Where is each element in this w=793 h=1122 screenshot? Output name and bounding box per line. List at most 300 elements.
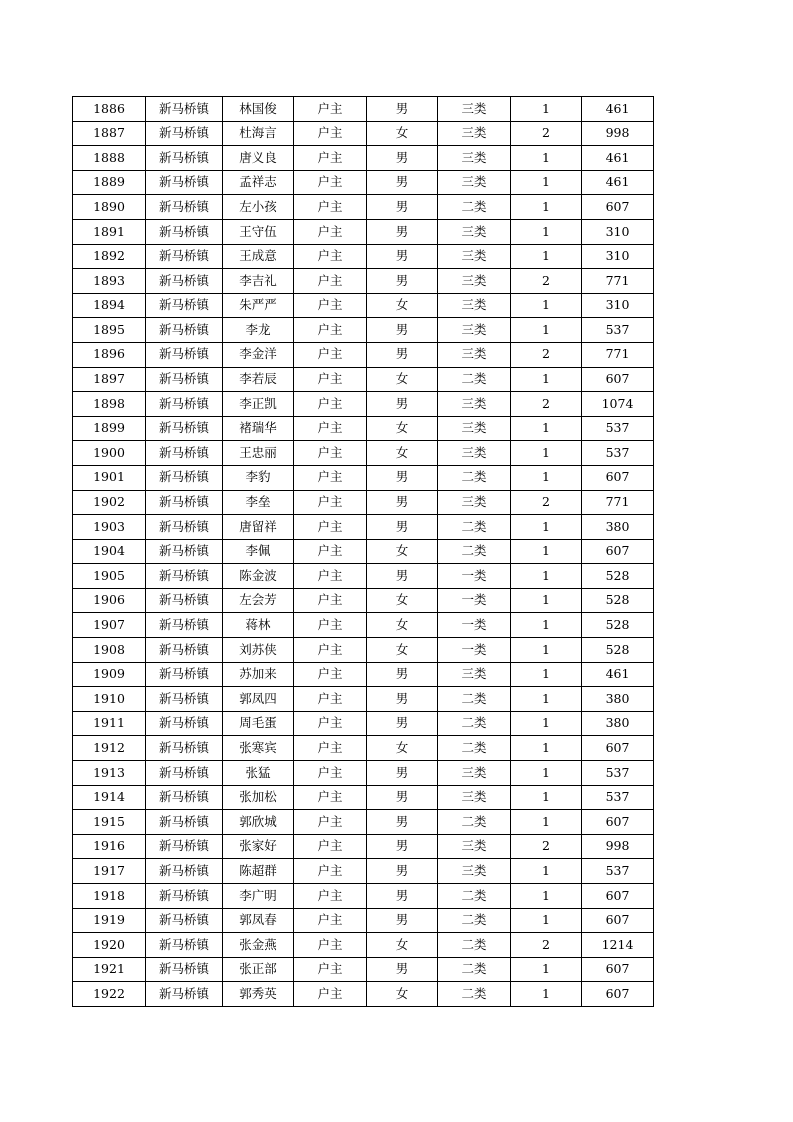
town-cell: 新马桥镇 — [146, 884, 223, 909]
row-id-cell: 1901 — [73, 465, 146, 490]
gender-cell: 女 — [367, 613, 438, 638]
row-id-cell: 1915 — [73, 810, 146, 835]
gender-cell: 女 — [367, 736, 438, 761]
town-cell: 新马桥镇 — [146, 121, 223, 146]
gender-cell: 男 — [367, 342, 438, 367]
person-count-cell: 1 — [511, 416, 582, 441]
category-cell: 一类 — [438, 564, 511, 589]
row-id-cell: 1903 — [73, 515, 146, 540]
town-cell: 新马桥镇 — [146, 662, 223, 687]
person-count-cell: 2 — [511, 269, 582, 294]
table-row — [73, 539, 654, 564]
relation-cell: 户主 — [294, 638, 367, 663]
table-row — [73, 982, 654, 1007]
name-cell: 李豹 — [223, 465, 294, 490]
town-cell: 新马桥镇 — [146, 392, 223, 417]
category-cell: 三类 — [438, 662, 511, 687]
person-count-cell: 1 — [511, 564, 582, 589]
town-cell: 新马桥镇 — [146, 170, 223, 195]
amount-cell: 461 — [582, 146, 654, 171]
relation-cell: 户主 — [294, 195, 367, 220]
name-cell: 杜海言 — [223, 121, 294, 146]
category-cell: 二类 — [438, 982, 511, 1007]
name-cell: 张金燕 — [223, 933, 294, 958]
table-row — [73, 687, 654, 712]
category-cell: 二类 — [438, 367, 511, 392]
gender-cell: 男 — [367, 687, 438, 712]
category-cell: 二类 — [438, 711, 511, 736]
table-row — [73, 761, 654, 786]
person-count-cell: 1 — [511, 465, 582, 490]
row-id-cell: 1887 — [73, 121, 146, 146]
row-id-cell: 1922 — [73, 982, 146, 1007]
gender-cell: 男 — [367, 761, 438, 786]
name-cell: 李龙 — [223, 318, 294, 343]
table-row — [73, 392, 654, 417]
name-cell: 左小孩 — [223, 195, 294, 220]
row-id-cell: 1911 — [73, 711, 146, 736]
gender-cell: 男 — [367, 859, 438, 884]
category-cell: 二类 — [438, 736, 511, 761]
amount-cell: 380 — [582, 711, 654, 736]
gender-cell: 女 — [367, 441, 438, 466]
gender-cell: 男 — [367, 195, 438, 220]
name-cell: 孟祥志 — [223, 170, 294, 195]
category-cell: 三类 — [438, 269, 511, 294]
name-cell: 李广明 — [223, 884, 294, 909]
town-cell: 新马桥镇 — [146, 97, 223, 122]
town-cell: 新马桥镇 — [146, 957, 223, 982]
town-cell: 新马桥镇 — [146, 588, 223, 613]
row-id-cell: 1921 — [73, 957, 146, 982]
amount-cell: 380 — [582, 515, 654, 540]
town-cell: 新马桥镇 — [146, 465, 223, 490]
relation-cell: 户主 — [294, 441, 367, 466]
category-cell: 二类 — [438, 884, 511, 909]
name-cell: 李正凯 — [223, 392, 294, 417]
table-row — [73, 293, 654, 318]
town-cell: 新马桥镇 — [146, 785, 223, 810]
relation-cell: 户主 — [294, 711, 367, 736]
gender-cell: 男 — [367, 785, 438, 810]
amount-cell: 607 — [582, 367, 654, 392]
relation-cell: 户主 — [294, 97, 367, 122]
amount-cell: 771 — [582, 269, 654, 294]
relation-cell: 户主 — [294, 884, 367, 909]
person-count-cell: 1 — [511, 97, 582, 122]
category-cell: 三类 — [438, 318, 511, 343]
person-count-cell: 1 — [511, 441, 582, 466]
amount-cell: 310 — [582, 244, 654, 269]
row-id-cell: 1919 — [73, 908, 146, 933]
name-cell: 蒋林 — [223, 613, 294, 638]
table-row — [73, 367, 654, 392]
category-cell: 三类 — [438, 97, 511, 122]
relation-cell: 户主 — [294, 416, 367, 441]
name-cell: 唐义良 — [223, 146, 294, 171]
row-id-cell: 1886 — [73, 97, 146, 122]
row-id-cell: 1909 — [73, 662, 146, 687]
row-id-cell: 1902 — [73, 490, 146, 515]
category-cell: 一类 — [438, 638, 511, 663]
relation-cell: 户主 — [294, 564, 367, 589]
table-row — [73, 441, 654, 466]
row-id-cell: 1891 — [73, 219, 146, 244]
table-row — [73, 638, 654, 663]
row-id-cell: 1905 — [73, 564, 146, 589]
row-id-cell: 1916 — [73, 834, 146, 859]
amount-cell: 310 — [582, 293, 654, 318]
table-row — [73, 588, 654, 613]
town-cell: 新马桥镇 — [146, 908, 223, 933]
gender-cell: 男 — [367, 490, 438, 515]
town-cell: 新马桥镇 — [146, 711, 223, 736]
gender-cell: 男 — [367, 884, 438, 909]
name-cell: 李金洋 — [223, 342, 294, 367]
name-cell: 刘苏侠 — [223, 638, 294, 663]
amount-cell: 537 — [582, 441, 654, 466]
category-cell: 三类 — [438, 219, 511, 244]
town-cell: 新马桥镇 — [146, 810, 223, 835]
person-count-cell: 1 — [511, 219, 582, 244]
relation-cell: 户主 — [294, 588, 367, 613]
category-cell: 三类 — [438, 392, 511, 417]
name-cell: 张寒宾 — [223, 736, 294, 761]
gender-cell: 女 — [367, 933, 438, 958]
person-count-cell: 1 — [511, 810, 582, 835]
relation-cell: 户主 — [294, 957, 367, 982]
row-id-cell: 1892 — [73, 244, 146, 269]
town-cell: 新马桥镇 — [146, 416, 223, 441]
row-id-cell: 1893 — [73, 269, 146, 294]
name-cell: 王成意 — [223, 244, 294, 269]
amount-cell: 528 — [582, 613, 654, 638]
gender-cell: 男 — [367, 515, 438, 540]
table-row — [73, 908, 654, 933]
table-row — [73, 219, 654, 244]
person-count-cell: 1 — [511, 367, 582, 392]
relation-cell: 户主 — [294, 515, 367, 540]
town-cell: 新马桥镇 — [146, 318, 223, 343]
table-row — [73, 564, 654, 589]
category-cell: 一类 — [438, 588, 511, 613]
gender-cell: 男 — [367, 465, 438, 490]
person-count-cell: 1 — [511, 761, 582, 786]
relation-cell: 户主 — [294, 834, 367, 859]
name-cell: 郭凤四 — [223, 687, 294, 712]
category-cell: 三类 — [438, 834, 511, 859]
person-count-cell: 1 — [511, 588, 582, 613]
table-row — [73, 269, 654, 294]
amount-cell: 310 — [582, 219, 654, 244]
amount-cell: 771 — [582, 490, 654, 515]
table-row — [73, 662, 654, 687]
amount-cell: 537 — [582, 785, 654, 810]
category-cell: 二类 — [438, 957, 511, 982]
town-cell: 新马桥镇 — [146, 441, 223, 466]
gender-cell: 男 — [367, 957, 438, 982]
person-count-cell: 2 — [511, 342, 582, 367]
person-count-cell: 1 — [511, 638, 582, 663]
amount-cell: 607 — [582, 884, 654, 909]
person-count-cell: 1 — [511, 515, 582, 540]
person-count-cell: 1 — [511, 539, 582, 564]
relation-cell: 户主 — [294, 146, 367, 171]
town-cell: 新马桥镇 — [146, 859, 223, 884]
amount-cell: 607 — [582, 736, 654, 761]
gender-cell: 女 — [367, 638, 438, 663]
name-cell: 苏加来 — [223, 662, 294, 687]
table-row — [73, 515, 654, 540]
town-cell: 新马桥镇 — [146, 539, 223, 564]
town-cell: 新马桥镇 — [146, 269, 223, 294]
name-cell: 褚瑞华 — [223, 416, 294, 441]
relation-cell: 户主 — [294, 490, 367, 515]
town-cell: 新马桥镇 — [146, 933, 223, 958]
person-count-cell: 1 — [511, 711, 582, 736]
relation-cell: 户主 — [294, 318, 367, 343]
person-count-cell: 1 — [511, 982, 582, 1007]
relation-cell: 户主 — [294, 810, 367, 835]
amount-cell: 1214 — [582, 933, 654, 958]
town-cell: 新马桥镇 — [146, 982, 223, 1007]
row-id-cell: 1895 — [73, 318, 146, 343]
row-id-cell: 1898 — [73, 392, 146, 417]
category-cell: 二类 — [438, 908, 511, 933]
person-count-cell: 1 — [511, 908, 582, 933]
person-count-cell: 1 — [511, 146, 582, 171]
table-row — [73, 957, 654, 982]
relation-cell: 户主 — [294, 613, 367, 638]
table-row — [73, 195, 654, 220]
data-table — [72, 96, 654, 1007]
amount-cell: 1074 — [582, 392, 654, 417]
row-id-cell: 1900 — [73, 441, 146, 466]
town-cell: 新马桥镇 — [146, 564, 223, 589]
table-body — [73, 97, 654, 1007]
town-cell: 新马桥镇 — [146, 736, 223, 761]
table-row — [73, 244, 654, 269]
person-count-cell: 1 — [511, 785, 582, 810]
town-cell: 新马桥镇 — [146, 195, 223, 220]
relation-cell: 户主 — [294, 982, 367, 1007]
relation-cell: 户主 — [294, 342, 367, 367]
amount-cell: 998 — [582, 834, 654, 859]
table-row — [73, 490, 654, 515]
row-id-cell: 1908 — [73, 638, 146, 663]
gender-cell: 男 — [367, 318, 438, 343]
category-cell: 一类 — [438, 613, 511, 638]
person-count-cell: 1 — [511, 687, 582, 712]
name-cell: 张猛 — [223, 761, 294, 786]
relation-cell: 户主 — [294, 121, 367, 146]
table-row — [73, 146, 654, 171]
category-cell: 三类 — [438, 293, 511, 318]
town-cell: 新马桥镇 — [146, 834, 223, 859]
table-row — [73, 859, 654, 884]
relation-cell: 户主 — [294, 859, 367, 884]
relation-cell: 户主 — [294, 761, 367, 786]
row-id-cell: 1894 — [73, 293, 146, 318]
table-row — [73, 711, 654, 736]
relation-cell: 户主 — [294, 933, 367, 958]
name-cell: 王忠丽 — [223, 441, 294, 466]
amount-cell: 607 — [582, 539, 654, 564]
person-count-cell: 1 — [511, 195, 582, 220]
town-cell: 新马桥镇 — [146, 490, 223, 515]
table-row — [73, 613, 654, 638]
table-row — [73, 97, 654, 122]
amount-cell: 607 — [582, 908, 654, 933]
name-cell: 郭凤春 — [223, 908, 294, 933]
town-cell: 新马桥镇 — [146, 638, 223, 663]
row-id-cell: 1897 — [73, 367, 146, 392]
row-id-cell: 1912 — [73, 736, 146, 761]
gender-cell: 男 — [367, 170, 438, 195]
name-cell: 张家好 — [223, 834, 294, 859]
category-cell: 二类 — [438, 515, 511, 540]
gender-cell: 男 — [367, 97, 438, 122]
amount-cell: 528 — [582, 588, 654, 613]
town-cell: 新马桥镇 — [146, 342, 223, 367]
name-cell: 李佩 — [223, 539, 294, 564]
amount-cell: 607 — [582, 195, 654, 220]
name-cell: 张加松 — [223, 785, 294, 810]
name-cell: 郭欣城 — [223, 810, 294, 835]
amount-cell: 607 — [582, 810, 654, 835]
gender-cell: 男 — [367, 711, 438, 736]
row-id-cell: 1889 — [73, 170, 146, 195]
gender-cell: 女 — [367, 367, 438, 392]
category-cell: 三类 — [438, 121, 511, 146]
relation-cell: 户主 — [294, 908, 367, 933]
relation-cell: 户主 — [294, 293, 367, 318]
person-count-cell: 1 — [511, 736, 582, 761]
gender-cell: 男 — [367, 244, 438, 269]
category-cell: 三类 — [438, 785, 511, 810]
amount-cell: 607 — [582, 982, 654, 1007]
row-id-cell: 1918 — [73, 884, 146, 909]
gender-cell: 男 — [367, 908, 438, 933]
relation-cell: 户主 — [294, 219, 367, 244]
category-cell: 三类 — [438, 761, 511, 786]
person-count-cell: 2 — [511, 933, 582, 958]
amount-cell: 528 — [582, 638, 654, 663]
category-cell: 二类 — [438, 810, 511, 835]
table-row — [73, 416, 654, 441]
row-id-cell: 1888 — [73, 146, 146, 171]
amount-cell: 607 — [582, 957, 654, 982]
amount-cell: 537 — [582, 318, 654, 343]
table-row — [73, 933, 654, 958]
category-cell: 三类 — [438, 416, 511, 441]
amount-cell: 461 — [582, 97, 654, 122]
table-row — [73, 342, 654, 367]
row-id-cell: 1914 — [73, 785, 146, 810]
name-cell: 朱严严 — [223, 293, 294, 318]
town-cell: 新马桥镇 — [146, 515, 223, 540]
table-row — [73, 736, 654, 761]
person-count-cell: 1 — [511, 170, 582, 195]
name-cell: 张正部 — [223, 957, 294, 982]
name-cell: 周毛蛋 — [223, 711, 294, 736]
category-cell: 三类 — [438, 441, 511, 466]
town-cell: 新马桥镇 — [146, 687, 223, 712]
gender-cell: 女 — [367, 121, 438, 146]
row-id-cell: 1907 — [73, 613, 146, 638]
relation-cell: 户主 — [294, 367, 367, 392]
name-cell: 王守伍 — [223, 219, 294, 244]
amount-cell: 461 — [582, 662, 654, 687]
row-id-cell: 1920 — [73, 933, 146, 958]
amount-cell: 380 — [582, 687, 654, 712]
person-count-cell: 1 — [511, 318, 582, 343]
name-cell: 林国俊 — [223, 97, 294, 122]
gender-cell: 男 — [367, 564, 438, 589]
gender-cell: 女 — [367, 982, 438, 1007]
category-cell: 二类 — [438, 465, 511, 490]
gender-cell: 男 — [367, 146, 438, 171]
row-id-cell: 1896 — [73, 342, 146, 367]
name-cell: 左会芳 — [223, 588, 294, 613]
amount-cell: 461 — [582, 170, 654, 195]
gender-cell: 男 — [367, 392, 438, 417]
town-cell: 新马桥镇 — [146, 367, 223, 392]
town-cell: 新马桥镇 — [146, 293, 223, 318]
category-cell: 二类 — [438, 539, 511, 564]
gender-cell: 女 — [367, 588, 438, 613]
relation-cell: 户主 — [294, 736, 367, 761]
table-row — [73, 170, 654, 195]
gender-cell: 男 — [367, 219, 438, 244]
row-id-cell: 1917 — [73, 859, 146, 884]
name-cell: 郭秀英 — [223, 982, 294, 1007]
relation-cell: 户主 — [294, 269, 367, 294]
person-count-cell: 1 — [511, 859, 582, 884]
gender-cell: 男 — [367, 269, 438, 294]
gender-cell: 女 — [367, 293, 438, 318]
amount-cell: 528 — [582, 564, 654, 589]
relation-cell: 户主 — [294, 539, 367, 564]
category-cell: 二类 — [438, 687, 511, 712]
town-cell: 新马桥镇 — [146, 761, 223, 786]
row-id-cell: 1913 — [73, 761, 146, 786]
town-cell: 新马桥镇 — [146, 146, 223, 171]
relation-cell: 户主 — [294, 392, 367, 417]
person-count-cell: 1 — [511, 244, 582, 269]
name-cell: 李若辰 — [223, 367, 294, 392]
name-cell: 李垒 — [223, 490, 294, 515]
relation-cell: 户主 — [294, 244, 367, 269]
amount-cell: 771 — [582, 342, 654, 367]
name-cell: 陈超群 — [223, 859, 294, 884]
table-row — [73, 465, 654, 490]
table-row — [73, 121, 654, 146]
person-count-cell: 1 — [511, 957, 582, 982]
name-cell: 陈金波 — [223, 564, 294, 589]
relation-cell: 户主 — [294, 687, 367, 712]
category-cell: 三类 — [438, 490, 511, 515]
town-cell: 新马桥镇 — [146, 219, 223, 244]
amount-cell: 537 — [582, 761, 654, 786]
amount-cell: 537 — [582, 416, 654, 441]
category-cell: 三类 — [438, 244, 511, 269]
gender-cell: 男 — [367, 834, 438, 859]
category-cell: 三类 — [438, 146, 511, 171]
amount-cell: 998 — [582, 121, 654, 146]
person-count-cell: 2 — [511, 834, 582, 859]
gender-cell: 女 — [367, 416, 438, 441]
